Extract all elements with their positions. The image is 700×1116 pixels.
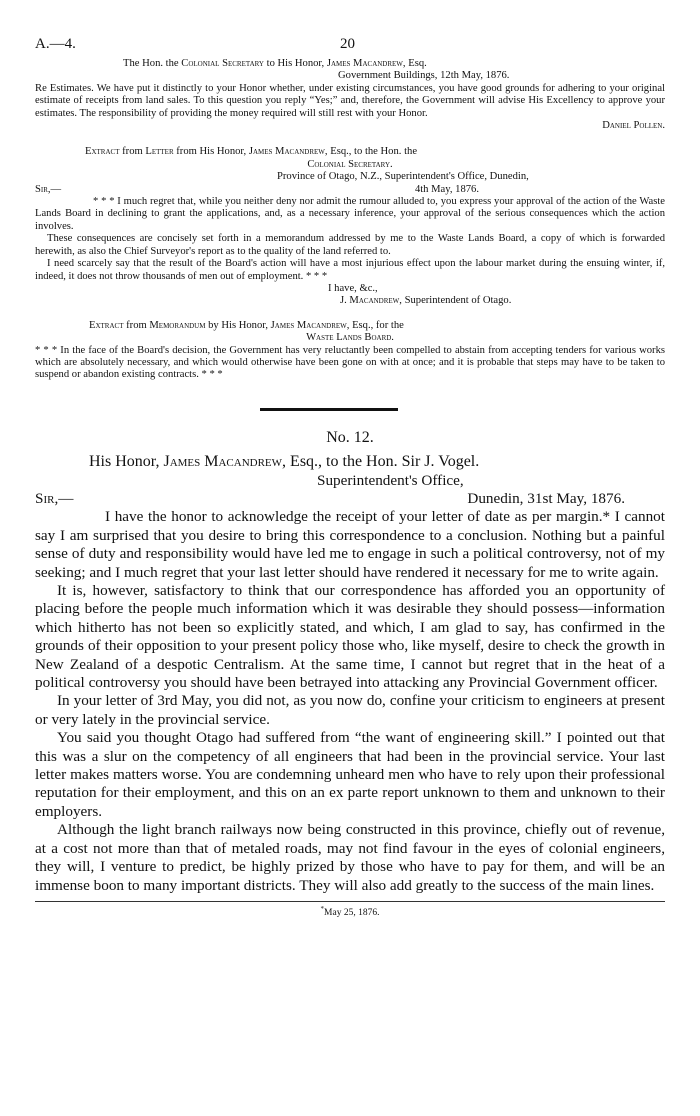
letter12-number: No. 12. bbox=[326, 428, 374, 446]
footnote-rule bbox=[35, 901, 665, 902]
extract1-date: 4th May, 1876. bbox=[414, 183, 479, 195]
footnote bbox=[35, 905, 665, 918]
extract1-address: Province of Otago, N.Z., Superintendent's Office, Dunedin, bbox=[277, 171, 529, 183]
letter12-date: Dunedin, 31st May, 1876. bbox=[467, 489, 625, 507]
letter1-body: Re Estimates. We have put it distinctly to your Honor whether, under existing circumstances, you have good grounds for adhering to your original estimate of receipts from land sales. To this question you reply “Yes;” and, therefore, the Government will advise His Excellency to approve your estimates. The responsibility of providing the money required will still rest with your Honor. bbox=[35, 82, 665, 119]
extract1-salutation: Sir,— bbox=[35, 183, 62, 195]
extract2-heading: Extract from Memorandum by His Honor, James Macandrew, Esq., for the bbox=[89, 319, 404, 331]
letter12-heading: His Honor, James Macandrew, Esq., to the Hon. Sir J. Vogel. bbox=[89, 453, 480, 471]
letter12-paragraph-5: Although the light branch railways now being constructed in this province, chiefly out of revenue, at a cost not more than that of metaled roads, may not find favour in the eyes of colonial engineers, they will, I venture to predict, be highly prized by those who have to pay for them, and will be an immense boon to many important districts. They will also add greatly to the success of the main lines. bbox=[35, 821, 665, 894]
letter12-paragraph-1: I have the honor to acknowledge the receipt of your letter of date as per margin.* I cannot say I am surprised that you desire to bring this correspondence to a conclusion. Nothing but a painful sense of duty and responsibility would have led me to engage in such a political controversy, not of my seeking; and I much regret that your last letter should have rendered it necessary for me to write again. bbox=[35, 508, 665, 581]
letter1-address: Government Buildings, 12th May, 1876. bbox=[338, 70, 510, 82]
section-divider bbox=[260, 408, 398, 411]
page-header bbox=[35, 36, 665, 58]
letter12-paragraph-2: It is, however, satisfactory to think that our correspondence has afforded you an opportunity of placing before the people much information which it was desirable they should possess—information which hitherto has not been so explicitly stated, and which, I am glad to say, has confirmed in the grounds of their opposition to your present policy those who, like myself, desire to check the growth in New Zealand of a despotic Centralism. At the same time, I cannot but regret that in the heat of a political controversy you should have been betrayed into attacking any Provincial Government officer. bbox=[35, 582, 665, 692]
letter1-signature: Daniel Pollen. bbox=[602, 120, 665, 132]
extract-memorandum bbox=[35, 320, 665, 382]
extract1-paragraph-3: I need scarcely say that the result of the Board's action will have a most injurious effect upon the labour market during the ensuing winter, if, indeed, it does not throw thousands of men out of employment. * * * bbox=[35, 258, 665, 282]
extract2-body: * * * In the face of the Board's decision, the Government has very reluctantly been compelled to abstain from accepting tenders for various works which are absolutely necessary, and which would otherwise have been gone on with at once; and it is probable that steps may have to be taken to suspend or abandon existing contracts. * * * bbox=[35, 344, 665, 381]
extract1-heading: Extract from Letter from His Honor, James Macandrew, Esq., to the Hon. the bbox=[85, 146, 418, 158]
extract2-heading-line2: Waste Lands Board. bbox=[306, 332, 394, 344]
letter12-salutation-row bbox=[35, 490, 665, 508]
extract1-salutation-row bbox=[35, 184, 665, 196]
document-page bbox=[35, 36, 665, 918]
letter-no-12 bbox=[35, 429, 665, 895]
letter12-paragraph-3: In your letter of 3rd May, you did not, as you now do, confine your criticism to engineers at present or very lately in the provincial service. bbox=[35, 692, 665, 728]
footnote-text: May 25, 1876. bbox=[324, 908, 380, 919]
extract1-paragraph-2: These consequences are concisely set forth in a memorandum addressed by me to the Waste Lands Board, a copy of which is forwarded herewith, as also the Chief Surveyor's report as to the quality of the land referred to. bbox=[35, 233, 665, 257]
page-number: 20 bbox=[340, 36, 355, 52]
extract1-heading-line2: Colonial Secretary. bbox=[307, 158, 393, 170]
letter1-heading: The Hon. the Colonial Secretary to His Honor, James Macandrew, Esq. bbox=[123, 58, 427, 69]
extract1-closing: I have, &c., bbox=[328, 282, 378, 294]
letter12-salutation: Sir,— bbox=[35, 489, 74, 507]
extract1-paragraph-1: * * * I much regret that, while you neither deny nor admit the rumour alluded to, you express your approval of the action of the Waste Lands Board in declining to grant the applications, and, as a necessary inference, your approval of the serious consequences which the action involves. bbox=[35, 196, 665, 232]
extract-letter-macandrew bbox=[35, 146, 665, 307]
extract1-signature: J. Macandrew, Superintendent of Otago. bbox=[340, 295, 512, 307]
letter12-office: Superintendent's Office, bbox=[317, 471, 464, 489]
letter-colonial-secretary bbox=[35, 58, 665, 132]
letter12-paragraph-4: You said you thought Otago had suffered from “the want of engineering skill.” I pointed out that this was a slur on the competency of all engineers that had been in the provincial service. Your last letter makes matters worse. You are condemning unheard men who have to rely upon their professional reputation for their employment, and this on an ex parte report unknown to them and unknown to their employers. bbox=[35, 729, 665, 820]
document-reference: A.—4. bbox=[35, 36, 76, 52]
footnote-mark: * bbox=[320, 904, 325, 913]
